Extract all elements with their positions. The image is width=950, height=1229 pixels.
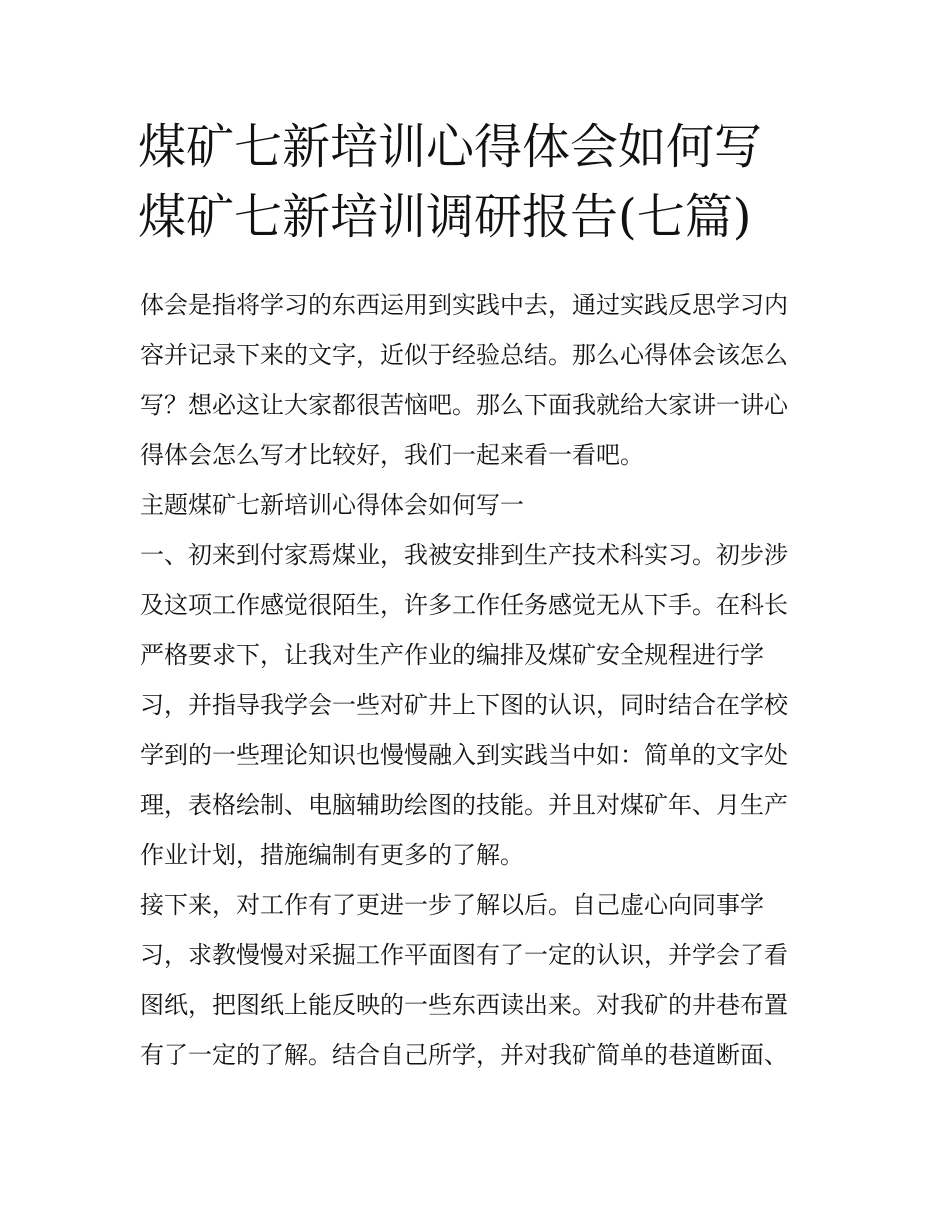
text-line: 习，求教慢慢对采掘工作平面图有了一定的认识，并学会了看: [140, 941, 788, 969]
text-line: 理，表格绘制、电脑辅助绘图的技能。并且对煤矿年、月生产: [140, 791, 788, 819]
text-line: 作业计划，措施编制有更多的了解。: [140, 841, 524, 869]
title-line-2: 煤矿七新培训调研报告(七篇): [138, 189, 752, 245]
text-line: 容并记录下来的文字，近似于经验总结。那么心得体会该怎么: [140, 341, 788, 369]
title-line-1: 煤矿七新培训心得体会如何写: [138, 119, 763, 175]
text-line: 接下来，对工作有了更进一步了解以后。自己虚心向同事学: [140, 891, 764, 919]
text-line: 写？想必这让大家都很苦恼吧。那么下面我就给大家讲一讲心: [140, 391, 788, 419]
paragraph-2: [140, 880, 820, 1080]
paragraph-1: [140, 530, 820, 880]
text-line: 严格要求下，让我对生产作业的编排及煤矿安全规程进行学: [140, 641, 764, 669]
section-heading: [140, 480, 820, 530]
text-line: 图纸，把图纸上能反映的一些东西读出来。对我矿的井巷布置: [140, 991, 788, 1019]
document-title: [138, 112, 838, 252]
text-line: 习，并指导我学会一些对矿井上下图的认识，同时结合在学校: [140, 691, 788, 719]
text-line: 得体会怎么写才比较好，我们一起来看一看吧。: [140, 441, 644, 469]
text-line: 有了一定的了解。结合自己所学，并对我矿简单的巷道断面、: [140, 1041, 788, 1069]
text-line: 学到的一些理论知识也慢慢融入到实践当中如：简单的文字处: [140, 741, 788, 769]
text-line: 主题煤矿七新培训心得体会如何写一: [140, 491, 524, 519]
text-line: 及这项工作感觉很陌生，许多工作任务感觉无从下手。在科长: [140, 591, 788, 619]
text-line: 体会是指将学习的东西运用到实践中去，通过实践反思学习内: [140, 291, 788, 319]
paragraph-intro: [140, 280, 820, 480]
text-line: 一、初来到付家焉煤业，我被安排到生产技术科实习。初步涉: [140, 541, 788, 569]
document-body: [140, 280, 820, 1080]
